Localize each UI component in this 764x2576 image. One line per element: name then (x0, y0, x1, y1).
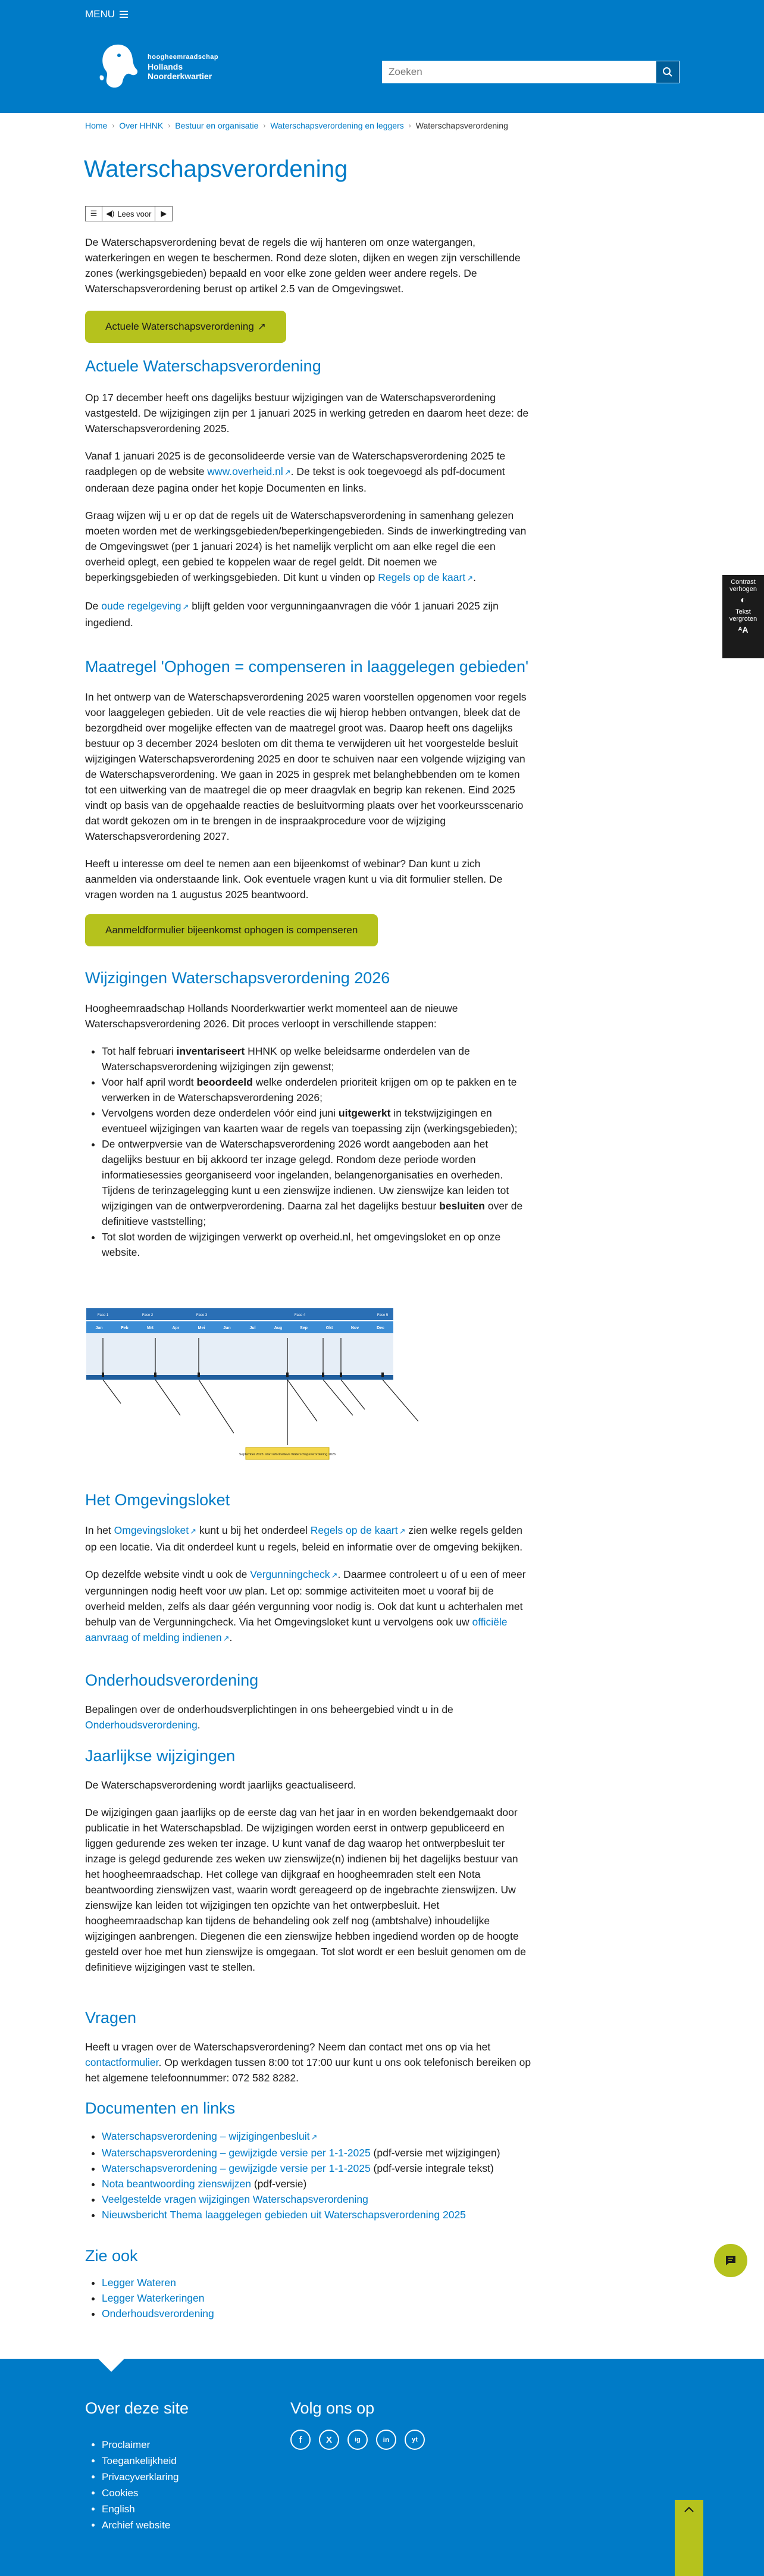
breadcrumb-verordening-leggers[interactable]: Waterschapsverordening en leggers (270, 121, 404, 130)
phase-label: Fase 5 (377, 1314, 389, 1317)
external-link-icon: ↗ (466, 574, 474, 583)
chat-icon (724, 2254, 737, 2267)
linkedin-icon[interactable]: in (376, 2430, 396, 2450)
section-actueel: Actuele Waterschapsverordening Op 17 december heeft ons dagelijks bestuur wijzigingen van de Waterschapsverordening vastgesteld. De wijzigingen zijn per 1 januari 2025 in werking getreden en daarom heet deze: de Waterschapsverordening 2025. Vanaf 1 januari 2025 is de geconsolideerde versie van de Waterschapsverordening 2025 te raadplegen op de website www.overheid.nl ↗. De tekst is ook toegevoegd als pdf-document onderaan deze pagina onder het kopje Documenten en links. Graag wijzen wij u er op dat de regels uit de Waterschapsverordening in samenhang gelezen moeten worden met de werkingsgebieden/beperkingengebieden. Sinds de inwerkingtreding van de Omgevingswet (per 1 januari 2024) is het namelijk verplicht om aan elke regel die een overheid oplegt, een gebied te koppelen waar de regel geldt. Dit noemen we beperkingsgebieden of werkingsgebieden. Dit kunt u vinden op Regels op de kaart ↗. De oude regelgeving ↗ blijft gelden voor vergunningaanvragen die vóór 1 januari 2025 zijn ingediend. (85, 357, 531, 642)
chat-button[interactable] (714, 2244, 747, 2277)
text-size-button[interactable]: Tekst vergroten (729, 608, 757, 623)
list-item (102, 2207, 531, 2222)
readspeaker-player (85, 206, 173, 221)
see-also-list (102, 2275, 531, 2321)
footer-link[interactable]: Toegankelijkheid (102, 2455, 177, 2466)
section-title: Actuele Waterschapsverordening (85, 357, 321, 375)
regels-op-kaart-link-2[interactable]: Regels op de kaart (310, 1524, 398, 1536)
list-item (102, 2192, 531, 2207)
document-link[interactable]: Waterschapsverordening – wijzigingenbesluit (102, 2130, 310, 2142)
month-label: Mrt (147, 1326, 154, 1330)
overheid-link[interactable]: www.overheid.nl (207, 465, 283, 477)
accessibility-tools (722, 575, 764, 658)
list-item (102, 2290, 531, 2306)
list-item: • Voor half april wordt beoordeeld welke onderdelen prioriteit krijgen om op te pakken en te verwerken in de Waterschapsverordening 2026; (102, 1074, 531, 1105)
phase-label: Fase 1 (97, 1314, 109, 1317)
top-header (0, 0, 764, 113)
search-input[interactable] (382, 61, 656, 83)
menu-label: MENU (85, 8, 115, 20)
list-item: • Tot slot worden de wijzigingen verwerkt op overheid.nl, het omgevingsloket en op onze website. (102, 1229, 531, 1260)
section-title: Onderhoudsverordening (85, 1671, 259, 1689)
vergunningcheck-link[interactable]: Vergunningcheck (250, 1568, 330, 1580)
list-item: • Waterschapsverordening – gewijzigde versie per 1-1-2025 (pdf-versie met wijzigingen) (102, 2145, 531, 2161)
month-label: Aug (274, 1326, 283, 1330)
document-link[interactable]: Nota beantwoording zienswijzen (102, 2178, 251, 2190)
documents-list (102, 2128, 531, 2222)
section-zie-ook (85, 2247, 531, 2321)
breadcrumb: Home › Over HHNK › Bestuur en organisatie › Waterschapsverordening en leggers › Waterschapsverordening (85, 121, 508, 130)
section-documenten (85, 2099, 531, 2222)
contactformulier-link[interactable]: contactformulier (85, 2056, 159, 2068)
legger-waterkeringen-link[interactable]: Legger Waterkeringen (102, 2292, 205, 2304)
search-button[interactable] (656, 61, 680, 83)
text-size-icon: ᴬA (738, 625, 749, 634)
logo[interactable] (95, 37, 220, 96)
month-label: Jul (249, 1326, 256, 1330)
list-item: • Tot half februari inventariseert HHNK op welke beleidsarme onderdelen van de Waterschapsverordening wijzigingen zijn gewenst; (102, 1043, 531, 1074)
x-twitter-icon[interactable]: X (319, 2430, 339, 2450)
footer-link[interactable]: English (102, 2503, 135, 2515)
section-title: Documenten en links (85, 2099, 236, 2117)
list-item (102, 2485, 189, 2501)
page-title: Waterschapsverordening (84, 156, 348, 182)
footer-social (290, 2399, 425, 2450)
document-link[interactable]: Waterschapsverordening – gewijzigde versie per 1-1-2025 (102, 2147, 371, 2159)
aanvraag-indienen-link[interactable]: officiële aanvraag of melding indienen (85, 1616, 508, 1643)
section-title: Zie ook (85, 2247, 138, 2265)
external-link-icon: ↗ (190, 1527, 197, 1536)
list-item (102, 2453, 189, 2469)
breadcrumb-over-hhnk[interactable]: Over HHNK (119, 121, 164, 130)
list-item (102, 2469, 189, 2485)
month-label: Jun (223, 1326, 231, 1330)
external-link-icon: ↗ (182, 602, 189, 611)
onderhoudsverordening-link[interactable]: Onderhoudsverordening (85, 1719, 198, 1731)
phase-label: Fase 2 (142, 1314, 154, 1317)
section-title: Vragen (85, 2009, 137, 2027)
list-item: • Nota beantwoording zienswijzen (pdf-versie) (102, 2176, 531, 2192)
month-label: Nov (350, 1326, 359, 1330)
intro-block (85, 235, 531, 343)
section-title: Wijzigingen Waterschapsverordening 2026 (85, 969, 390, 987)
phase-label: Fase 4 (294, 1314, 306, 1317)
external-link-icon: ↗ (257, 321, 267, 332)
section-omgevingsloket: Het Omgevingsloket In het Omgevingsloket ↗ kunt u bij het onderdeel Regels op de kaart ↗ zien welke regels gelden op een locatie. Via dit onderdeel kunt u regels, beleid en informatie over de omgeving bekijken. Op dezelfde website vindt u ook de Vergunningcheck ↗. Daarmee controleert u of u een of meer vergunningen nodig heeft voor uw plan. Let op: sommige activiteiten moet u vooraf bij de overheid melden, zelfs als daar géén vergunning voor nodig is. Ook dat kunt u achterhalen met behulp van de Vergunningcheck. Via het Omgevingsloket kunt u vervolgens ook uw officiële aanvraag of melding indienen ↗. (85, 1491, 531, 1658)
phase-label: Fase 3 (196, 1314, 208, 1317)
search-icon (662, 67, 673, 77)
actual-verordening-button[interactable]: Actuele Waterschapsverordening ↗ (85, 311, 286, 343)
steps-list (102, 1043, 531, 1260)
list-item: • Vervolgens worden deze onderdelen vóór eind juni uitgewerkt in tekstwijzigingen en eventueel wijzigingen van kaarten waar de regels van toepassing zijn (werkingsgebieden); (102, 1105, 531, 1136)
section-vragen: Vragen Heeft u vragen over de Waterschapsverordening? Neem dan contact met ons op via het contactformulier. Op werkdagen tussen 8:00 tot 17:00 uur kunt u ons ook telefonisch bereiken op het algemene telefoonnummer: 072 582 8282. (85, 2009, 531, 2084)
section-wijzigingen-2026: Wijzigingen Waterschapsverordening 2026 Hoogheemraadschap Hollands Noorderkwartier werkt momenteel aan de nieuwe Waterschapsverordening 2026. Dit proces verloopt in verschillende stappen: • Tot half februari inventariseert HHNK op welke beleidsarme onderdelen van de Waterschapsverordening wijzigingen zijn gewenst; • Voor half april wordt beoordeeld welke onderdelen prioriteit krijgen om op te pakken en te verwerken in de Waterschapsverordening 2026; • Vervolgens worden deze onderdelen vóór eind juni uitgewerkt in tekstwijzigingen en eventueel wijzigingen van kaarten waar de regels van toepassing zijn (werkingsgebieden); • De ontwerpversie van de Waterschapsverordening 2026 wordt aangeboden aan het dagelijks bestuur en bij akkoord ter inzage gelegd. Rondom deze periode worden informatiesessies georganiseerd voor ingelanden, belangenorganisaties en overheden. Tijdens de terinzagelegging kunt u een zienswijze indienen. Uw zienswijze kan leiden tot wijzigingen van de ontwerpverordening. Daarna zal het dagelijks bestuur besluiten over de definitieve vaststelling; • Tot slot worden de wijzigingen verwerkt op overheid.nl, het omgevingsloket en op onze website. (85, 969, 531, 1260)
section-jaarlijkse-wijzigingen: Jaarlijkse wijzigingen De Waterschapsverordening wordt jaarlijks geactualiseerd. De wijzigingen gaan jaarlijks op de eerste dag van het jaar in en worden bekendgemaakt door publicatie in het Waterschapsblad. De wijzigingen worden eerst in ontwerp gepubliceerd en liggen gedurende zes weken ter inzage. U kunt vanaf de dag waarop het ontwerpbesluit ter inzage is gelegd gedurende zes weken uw zienswijze(n) indienen bij het dagelijks bestuur van het hoogheemraadschap. Het college van dijkgraaf en hoogheemraden stelt een Nota beantwoording zienswijzen vast, waarin wordt gereageerd op de ingebrachte zienswijzen. Uw zienswijze kan leiden tot wijzigingen ten opzichte van het ontwerpbesluit. Het hoogheemraadschap kan tijdens de behandeling ook zelf nog (ambtshalve) inhoudelijke wijzigingen aanbrengen. Diegenen die een zienswijze hebben ingediend worden op de hoogte gesteld over hoe met hun zienswijze is omgegaan. Tot slot wordt er een besluit genomen om de definitieve wijzigingen vast te stellen. (85, 1747, 531, 1987)
external-link-icon: ↗ (223, 1634, 230, 1643)
month-label: Apr (172, 1326, 180, 1330)
logo-text: hoogheemraadschap Hollands Noorderkwartier (148, 54, 219, 81)
back-to-top-button[interactable] (675, 2500, 703, 2576)
footer-link[interactable]: Proclaimer (102, 2439, 151, 2450)
oude-regelgeving-link[interactable]: oude regelgeving (101, 600, 181, 612)
list-item (102, 2128, 531, 2145)
breadcrumb-bestuur[interactable]: Bestuur en organisatie (175, 121, 259, 130)
footer-notch (98, 2359, 124, 2372)
month-label: Feb (121, 1326, 129, 1330)
section-maatregel: Maatregel 'Ophogen = compenseren in laaggelegen gebieden' In het ontwerp van de Waterschapsverordening 2025 waren voorstellen opgenomen voor regels voor laaggelegen gebieden. Uit de vele reacties die wij hierop hebben ontvangen, bleek dat de bezorgdheid over mogelijke effecten van de maatregel groot was. Daarop heeft ons dagelijks bestuur op 3 december 2024 besloten om dit thema te verwijderen uit het voorgestelde besluit wijzigingen Waterschapsverordening 2025 en door te schuiven naar een volgende wijziging van de Waterschapsverordening. We gaan in 2025 in gesprek met belanghebbenden om te komen tot een uitwerking van de maatregel die op meer draagvlak en begrip kan rekenen. Eind 2025 vindt op basis van de opgehaalde reacties de besluitvorming plaats over het voorkeursscenario dat wordt gekozen om in te brengen in de inspraakprocedure voor de wijziging Waterschapsverordening 2027. Heeft u interesse om deel te nemen aan een bijeenkomst of webinar? Dan kunt u zich aanmelden via onderstaande link. Ook eventuele vragen kunt u via dit formulier stellen. De vragen worden na 1 augustus 2025 beantwoord. Aanmeldformulier bijeenkomst ophogen is compenseren (85, 658, 531, 946)
play-icon[interactable]: ▶ (161, 209, 167, 218)
readspeaker-play-button[interactable]: ◀) Lees voor (102, 207, 155, 221)
omgevingsloket-link[interactable]: Omgevingsloket (114, 1524, 189, 1536)
hamburger-icon (120, 9, 128, 20)
footer-about (85, 2399, 189, 2533)
legger-wateren-link[interactable]: Legger Wateren (102, 2277, 176, 2289)
list-item (102, 2275, 531, 2290)
footer-social-title: Volg ons op (290, 2399, 375, 2417)
menu-button[interactable] (85, 8, 128, 20)
facebook-icon[interactable]: f (290, 2430, 311, 2450)
aanmeldformulier-button[interactable]: Aanmeldformulier bijeenkomst ophogen is compenseren (85, 914, 378, 946)
intro-text: De Waterschapsverordening bevat de regels die wij hanteren om onze watergangen, waterkeringen en wegen te beschermen. Rond deze sloten, dijken en wegen zijn verschillende zones (werkingsgebieden) bepaald en voor elke zone gelden weer andere regels. De Waterschapsverordening berust op artikel 2.5 van de Omgevingswet. (85, 236, 521, 295)
search-bar (382, 61, 680, 83)
breadcrumb-home[interactable]: Home (85, 121, 108, 130)
breadcrumb-current: Waterschapsverordening (415, 121, 508, 130)
onderhoudsverordening-link-2[interactable]: Onderhoudsverordening (102, 2308, 214, 2319)
list-item (102, 2501, 189, 2517)
footer-link[interactable]: Privacyverklaring (102, 2471, 179, 2483)
list-item: • De ontwerpversie van de Waterschapsverordening 2026 wordt aangeboden aan het dagelijks bestuur en bij akkoord ter inzage gelegd. Rondom deze periode worden informatiesessies georganiseerd voor ingelanden, belangenorganisaties en overheden. Tijdens de terinzagelegging kunt u een zienswijze indienen. Uw zienswijze kan leiden tot wijzigingen van de ontwerpverordening. Daarna zal het dagelijks bestuur besluiten over de definitieve vaststelling; (102, 1136, 531, 1229)
section-onderhoudsverordening: Onderhoudsverordening Bepalingen over de onderhoudsverplichtingen in ons beheergebied vindt u in de Onderhoudsverordening. (85, 1671, 531, 1745)
month-label: Jan (95, 1326, 103, 1330)
month-label: Mei (198, 1326, 205, 1330)
timeline-phases (86, 1308, 393, 1320)
timeline-graphic (85, 1308, 442, 1469)
footer (0, 2359, 764, 2576)
instagram-icon[interactable]: ig (347, 2430, 368, 2450)
list-item (102, 2517, 189, 2533)
document-link[interactable]: Veelgestelde vragen wijzigingen Waterschapsverordening (102, 2193, 368, 2205)
month-label: Dec (377, 1326, 384, 1330)
footer-about-title: Over deze site (85, 2399, 189, 2417)
contrast-button[interactable]: Contrast verhogen (729, 579, 757, 593)
contrast-icon: ◐ (740, 595, 746, 605)
list-item: • Waterschapsverordening – gewijzigde versie per 1-1-2025 (pdf-versie integrale tekst) (102, 2161, 531, 2176)
section-title: Het Omgevingsloket (85, 1491, 230, 1509)
document-link[interactable]: Nieuwsbericht Thema laaggelegen gebieden uit Waterschapsverordening 2025 (102, 2209, 466, 2221)
document-link[interactable]: Waterschapsverordening – gewijzigde versie per 1-1-2025 (102, 2162, 371, 2174)
month-label: Okt (325, 1326, 333, 1330)
external-link-icon: ↗ (399, 1527, 406, 1536)
horse-logo-icon (95, 40, 143, 93)
section-title: Maatregel 'Ophogen = compenseren in laaggelegen gebieden' (85, 658, 529, 676)
external-link-icon: ↗ (311, 2133, 318, 2142)
timeline-note: September 2025: start informatieve Waterschapsverordening 2026 (239, 1453, 336, 1456)
list-item (102, 2306, 531, 2321)
section-title: Jaarlijkse wijzigingen (85, 1747, 236, 1765)
list-item (102, 2437, 189, 2453)
readspeaker-menu-icon[interactable]: ☰ (86, 207, 102, 221)
external-link-icon: ↗ (331, 1571, 338, 1580)
chevron-up-icon (684, 2506, 694, 2513)
youtube-icon[interactable]: yt (405, 2430, 425, 2450)
month-label: Sep (300, 1326, 308, 1330)
external-link-icon: ↗ (284, 468, 291, 477)
speaker-icon: ◀) (106, 209, 115, 218)
footer-link[interactable]: Cookies (102, 2487, 139, 2499)
regels-op-kaart-link[interactable]: Regels op de kaart (378, 571, 466, 583)
footer-link[interactable]: Archief website (102, 2519, 171, 2531)
